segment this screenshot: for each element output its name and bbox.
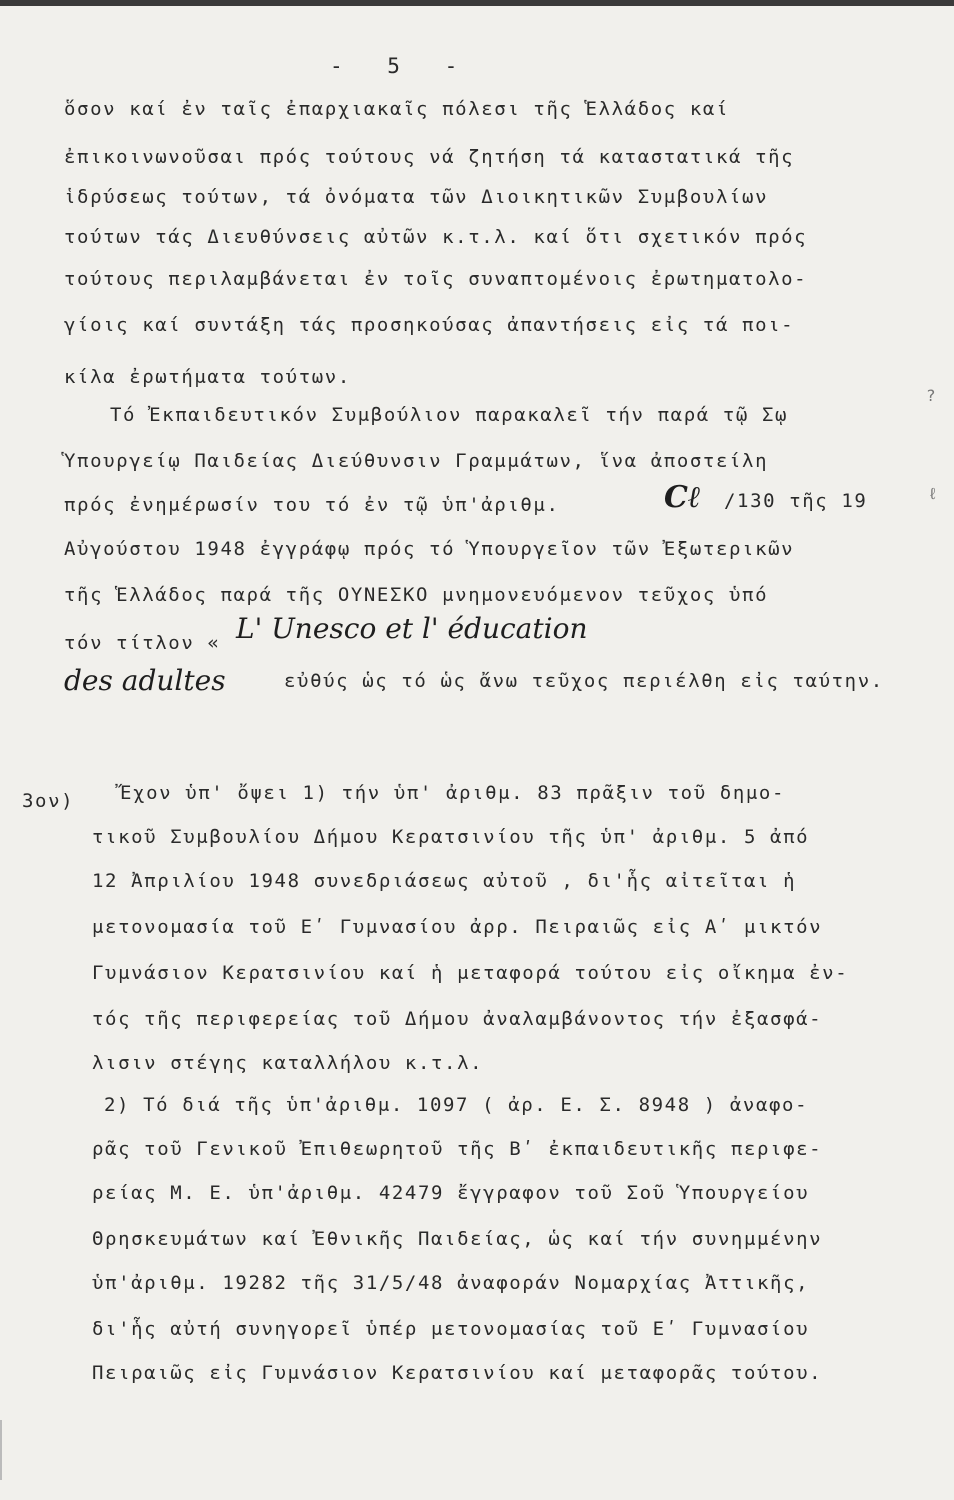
- section-line: δι'ἧς αὐτή συνηγορεῖ ὑπέρ μετονομασίας τοῦ Εʹ Γυμνασίου: [92, 1318, 810, 1340]
- text-line: ἱδρύσεως τούτων, τά ὀνόματα τῶν Διοικητικῶν Συμβουλίων: [64, 186, 769, 208]
- margin-mark: ℓ: [928, 484, 938, 503]
- section-line: 2) Τό διά τῆς ὑπ'ἀριθμ. 1097 ( ἀρ. Ε. Σ. 8948 ) ἀναφο-: [104, 1094, 809, 1116]
- text-line: εὐθύς ὡς τό ὡς ἄνω τεῦχος περιέλθη εἰς ταύτην.: [284, 670, 884, 692]
- section-line: τικοῦ Συμβουλίου Δήμου Κερατσινίου τῆς ὑπ' ἀριθμ. 5 ἀπό: [92, 826, 810, 848]
- text-line: τῆς Ἑλλάδος παρά τῆς ΟΥΝΕΣΚΟ μνημονευόμενον τεῦχος ὑπό: [64, 584, 769, 606]
- scan-binding-edge: [0, 1420, 12, 1480]
- text-line: τόν τίτλον «: [64, 632, 221, 654]
- scan-top-edge: [0, 0, 954, 6]
- section-line: λισιν στέγης καταλλήλου κ.τ.λ.: [92, 1052, 484, 1074]
- section-line: τός τῆς περιφερείας τοῦ Δήμου ἀναλαμβάνοντος τήν ἐξασφά-: [92, 1008, 823, 1030]
- text-line: ὅσον καί ἐν ταῖς ἐπαρχιακαῖς πόλεσι τῆς Ἑλλάδος καί: [64, 98, 729, 120]
- page-number: - 5 -: [330, 54, 474, 78]
- text-line: τούτους περιλαμβάνεται ἐν τοῖς συναπτομένοις ἐρωτηματολο-: [64, 268, 808, 290]
- section-line: Θρησκευμάτων καί Ἐθνικῆς Παιδείας, ὡς καί τήν συνημμένην: [92, 1228, 823, 1250]
- text-line: πρός ἐνημέρωσίν του τό ἐν τῷ ὑπ'ἀριθμ.: [64, 494, 560, 516]
- text-line: κίλα ἐρωτήματα τούτων.: [64, 366, 351, 388]
- section-line: μετονομασία τοῦ Εʹ Γυμνασίου ἀρρ. Πειραιῶς εἰς Αʹ μικτόν: [92, 916, 823, 938]
- section-line: Γυμνάσιον Κερατσινίου καί ἡ μεταφορά τούτου εἰς οἴκημα ἐν-: [92, 962, 849, 984]
- section-line: ὑπ'ἀριθμ. 19282 τῆς 31/5/48 ἀναφοράν Νομαρχίας Ἀττικῆς,: [92, 1272, 810, 1294]
- section-label: 3ον): [22, 790, 75, 812]
- handwritten-title-part1: L' Unesco et l' éducation: [236, 612, 588, 645]
- text-line: γίοις καί συντάξη τάς προσηκούσας ἀπαντήσεις εἰς τά ποι-: [64, 314, 795, 336]
- text-line: /130 τῆς 19: [724, 490, 868, 512]
- text-line: ἐπικοινωνοῦσαι πρός τούτους νά ζητήση τά καταστατικά τῆς: [64, 146, 795, 168]
- text-line: Αὐγούστου 1948 ἐγγράφῳ πρός τό Ὑπουργεῖον τῶν Ἐξωτερικῶν: [64, 538, 795, 560]
- handwritten-title-part2: des adultes: [64, 664, 226, 697]
- text-line: τούτων τάς Διευθύνσεις αὐτῶν κ.τ.λ. καί ὅτι σχετικόν πρός: [64, 226, 808, 248]
- section-line: Ἔχον ὑπ' ὄψει 1) τήν ὑπ' ἀριθμ. 83 πρᾶξιν τοῦ δημο-: [120, 782, 785, 804]
- section-line: 12 Ἀπριλίου 1948 συνεδριάσεως αὐτοῦ , δι'ἧς αἰτεῖται ἡ: [92, 870, 797, 892]
- section-line: ρείας Μ. Ε. ὑπ'ἀριθμ. 42479 ἔγγραφον τοῦ Σοῦ Ὑπουργείου: [92, 1182, 810, 1204]
- margin-mark: ?: [926, 386, 936, 405]
- handwritten-code: Cℓ: [664, 480, 701, 515]
- text-line: Τό Ἐκπαιδευτικόν Συμβούλιον παρακαλεῖ τήν παρά τῷ Σῳ: [110, 404, 789, 426]
- section-line: ρᾶς τοῦ Γενικοῦ Ἐπιθεωρητοῦ τῆς Βʹ ἐκπαιδευτικῆς περιφε-: [92, 1138, 823, 1160]
- text-line: Ὑπουργείῳ Παιδείας Διεύθυνσιν Γραμμάτων, ἵνα ἀποστείλη: [64, 450, 769, 472]
- section-line: Πειραιῶς εἰς Γυμνάσιον Κερατσινίου καί μεταφορᾶς τούτου.: [92, 1362, 823, 1384]
